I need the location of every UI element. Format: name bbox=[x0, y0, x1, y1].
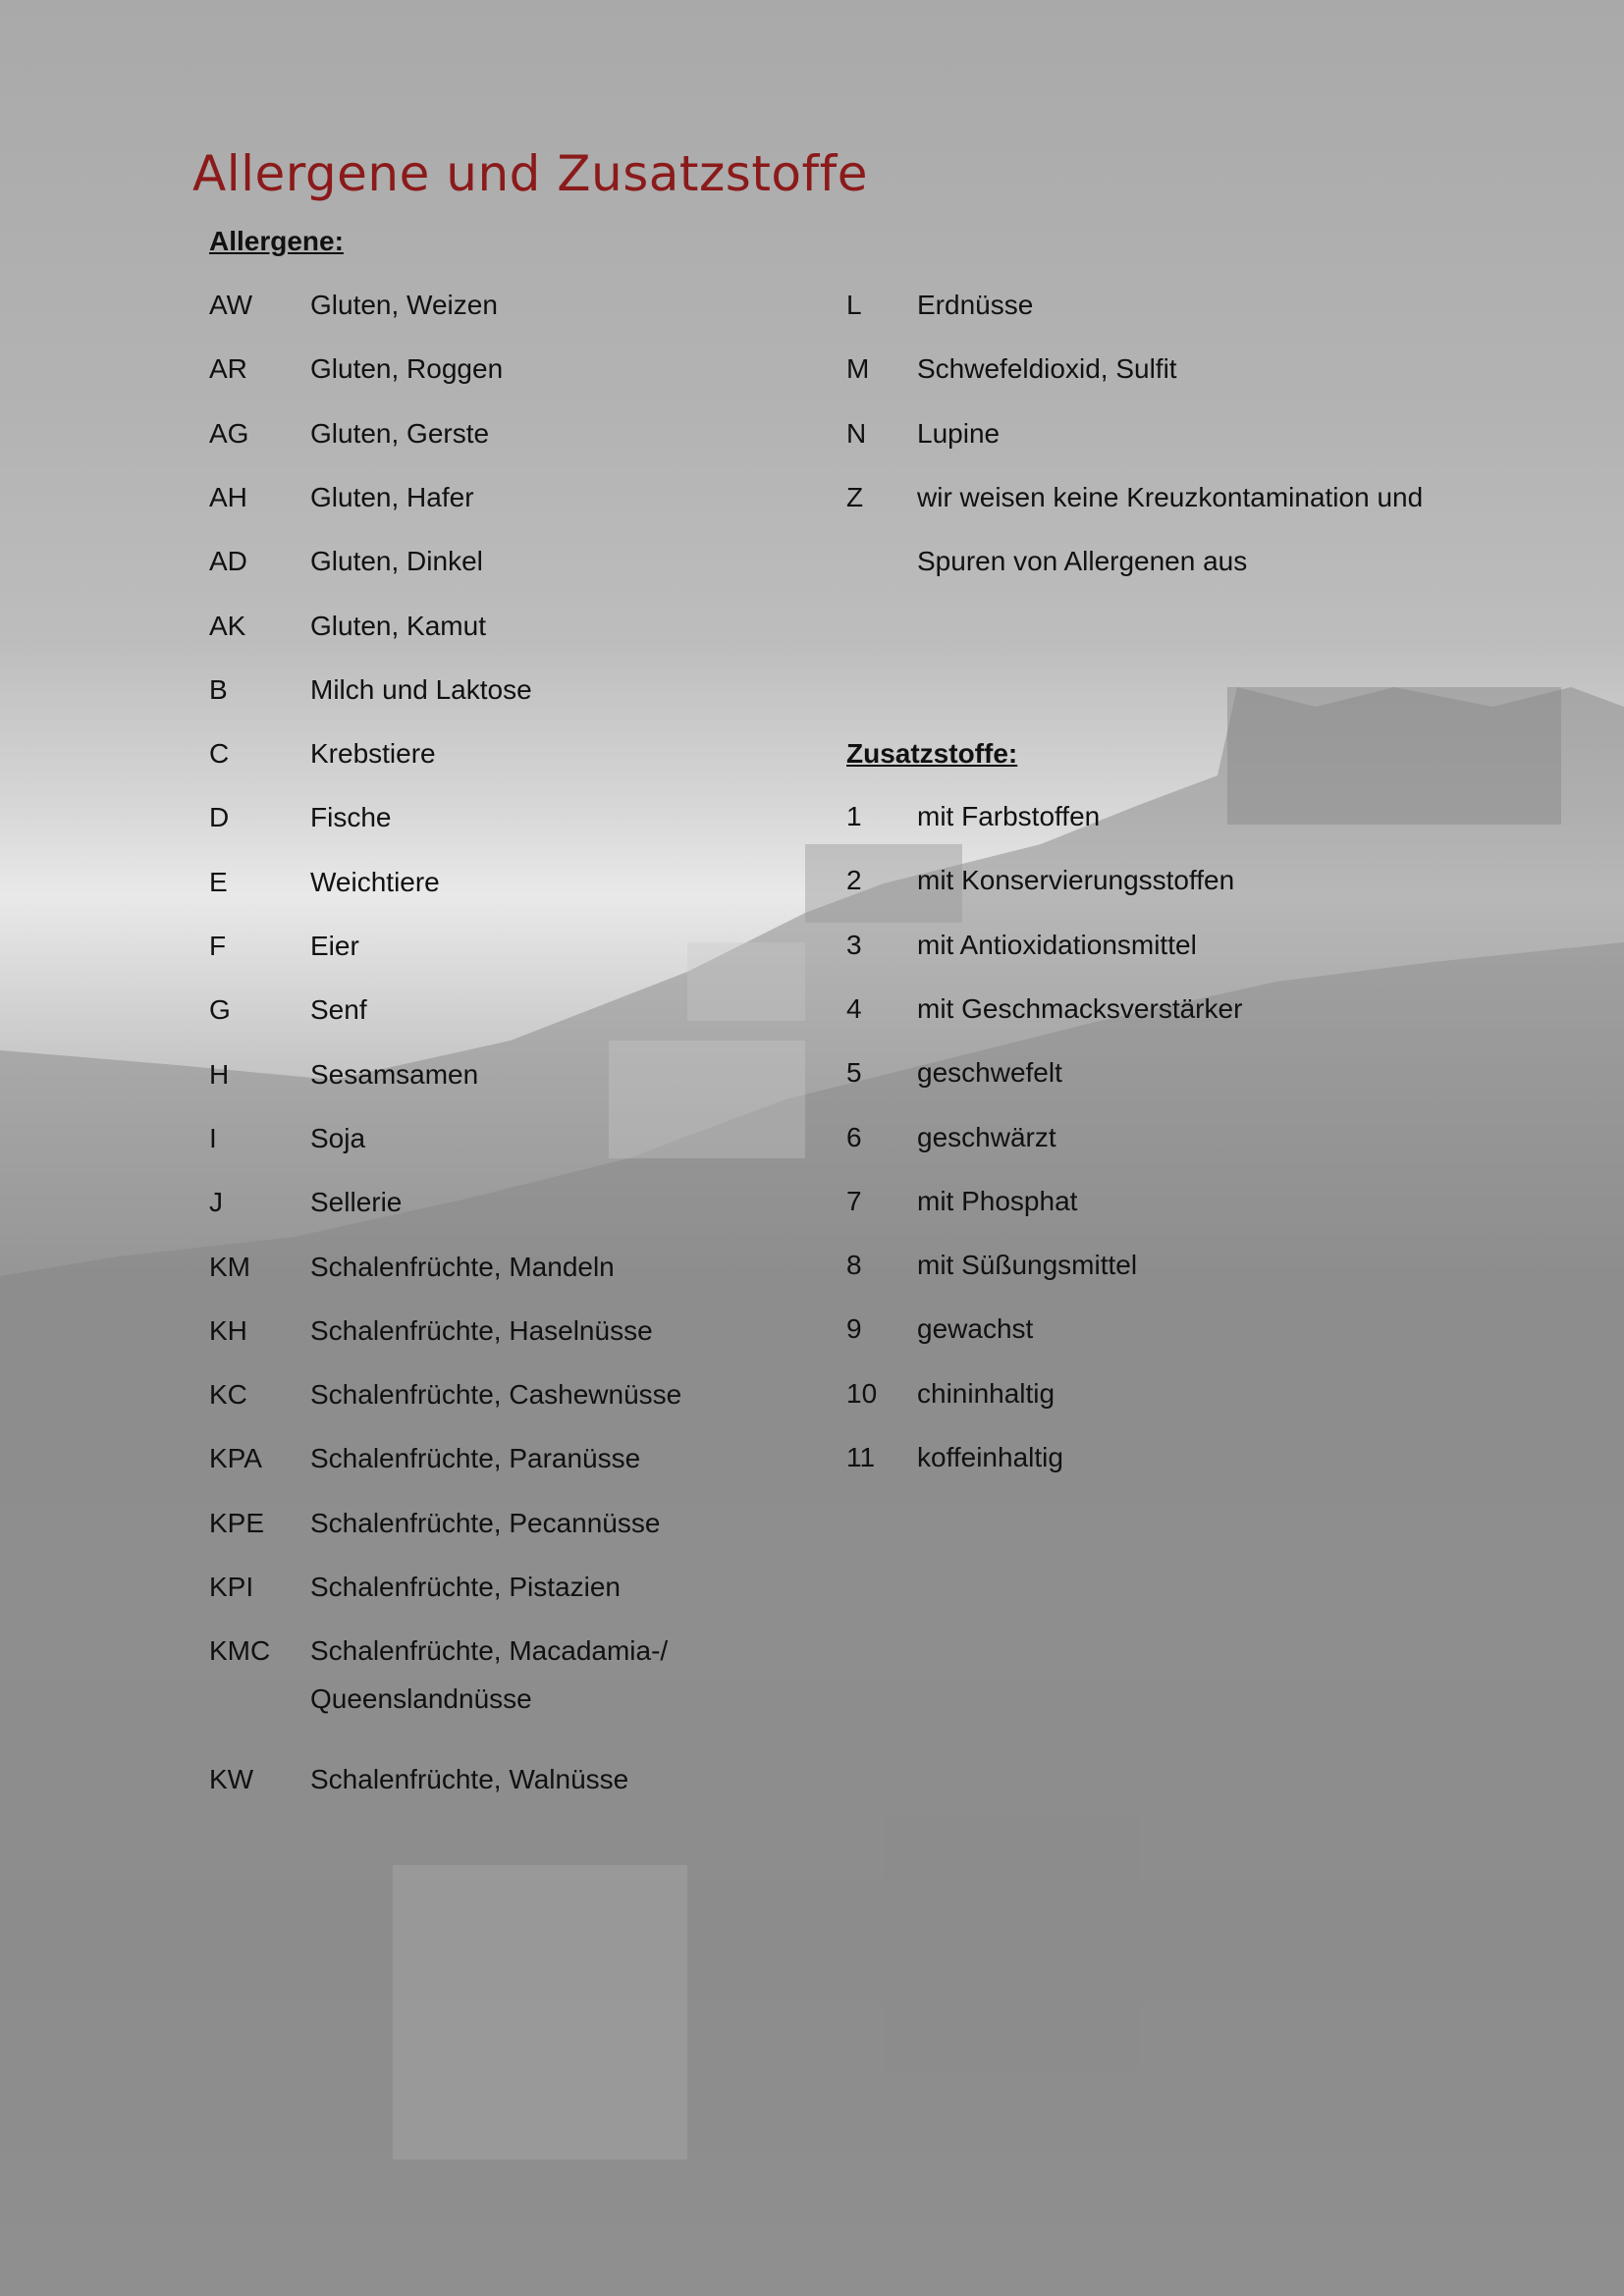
item-code: M bbox=[846, 353, 870, 385]
item-code: J bbox=[209, 1187, 223, 1218]
item-description: Gluten, Kamut bbox=[310, 610, 486, 641]
item-code: Z bbox=[846, 481, 864, 512]
item-code: KPA bbox=[209, 1443, 262, 1474]
item-description: Sesamsamen bbox=[310, 1058, 479, 1090]
item-code: E bbox=[209, 866, 228, 897]
item-code: AW bbox=[209, 290, 253, 320]
item-description: Schalenfrüchte, Mandeln bbox=[310, 1251, 615, 1282]
item-code: 3 bbox=[846, 929, 862, 960]
item-description: mit Geschmacksverstärker bbox=[917, 992, 1243, 1024]
item-description: Schalenfrüchte, Pecannüsse bbox=[310, 1507, 661, 1538]
item-description: Gluten, Weizen bbox=[310, 290, 498, 320]
item-description: Gluten, Gerste bbox=[310, 417, 490, 449]
item-code: 1 bbox=[846, 801, 862, 831]
item-description: Senf bbox=[310, 994, 367, 1026]
item-code: KPE bbox=[209, 1507, 265, 1538]
allergens-heading: Allergene: bbox=[209, 226, 344, 256]
item-code: B bbox=[209, 673, 228, 705]
item-description: wir weisen keine Kreuzkontamination und bbox=[917, 481, 1424, 512]
item-code: G bbox=[209, 994, 231, 1026]
item-description: geschwärzt bbox=[917, 1121, 1056, 1152]
page-title: Allergene und Zusatzstoffe bbox=[192, 145, 868, 202]
item-description: Weichtiere bbox=[310, 866, 440, 897]
additives-heading: Zusatzstoffe: bbox=[846, 738, 1018, 769]
item-description-line2: Spuren von Allergenen aus bbox=[917, 546, 1248, 577]
item-code: 2 bbox=[846, 865, 862, 896]
item-description: Fische bbox=[310, 802, 392, 833]
item-code: AD bbox=[209, 546, 247, 577]
item-description: gewachst bbox=[917, 1313, 1034, 1345]
item-code: 9 bbox=[846, 1313, 862, 1345]
item-description: mit Farbstoffen bbox=[917, 801, 1101, 831]
item-description: geschwefelt bbox=[917, 1057, 1062, 1089]
item-description: chininhaltig bbox=[917, 1377, 1056, 1409]
item-description: Krebstiere bbox=[310, 738, 436, 770]
item-description: Milch und Laktose bbox=[310, 673, 532, 705]
item-description: Lupine bbox=[917, 417, 1001, 449]
item-code: 10 bbox=[846, 1377, 878, 1409]
item-code: 11 bbox=[846, 1442, 876, 1472]
item-code: 6 bbox=[846, 1121, 862, 1152]
item-description: Schalenfrüchte, Cashewnüsse bbox=[310, 1379, 682, 1411]
item-code: 4 bbox=[846, 992, 862, 1024]
item-code: KM bbox=[209, 1251, 250, 1282]
item-description: Schalenfrüchte, Paranüsse bbox=[310, 1443, 641, 1474]
item-description: Eier bbox=[310, 931, 359, 961]
item-code: AK bbox=[209, 610, 246, 641]
item-code: AG bbox=[209, 417, 249, 449]
item-code: 8 bbox=[846, 1250, 862, 1281]
item-description: Gluten, Roggen bbox=[310, 353, 504, 385]
item-description: Sellerie bbox=[310, 1187, 403, 1218]
item-description: Soja bbox=[310, 1122, 366, 1153]
item-code: AH bbox=[209, 481, 247, 512]
item-description: Schalenfrüchte, Haselnüsse bbox=[310, 1314, 653, 1346]
item-code: 5 bbox=[846, 1057, 862, 1089]
item-description: Gluten, Dinkel bbox=[310, 546, 483, 577]
item-description: mit Konservierungsstoffen bbox=[917, 865, 1235, 896]
item-code: L bbox=[846, 290, 862, 320]
item-description: Schalenfrüchte, Macadamia-/ bbox=[310, 1635, 669, 1667]
item-code: KH bbox=[209, 1314, 247, 1346]
item-code: C bbox=[209, 738, 230, 770]
item-code: KC bbox=[209, 1379, 247, 1411]
item-description: Schwefeldioxid, Sulfit bbox=[917, 353, 1177, 385]
item-code: H bbox=[209, 1058, 230, 1090]
item-code: KPI bbox=[209, 1572, 254, 1602]
item-code: 7 bbox=[846, 1185, 862, 1216]
item-description: mit Antioxidationsmittel bbox=[917, 929, 1197, 960]
item-description: koffeinhaltig bbox=[917, 1442, 1063, 1472]
item-description: mit Süßungsmittel bbox=[917, 1250, 1138, 1281]
item-description: Schalenfrüchte, Walnüsse bbox=[310, 1763, 629, 1794]
item-description: Gluten, Hafer bbox=[310, 481, 474, 512]
item-code: KMC bbox=[209, 1635, 271, 1667]
item-code: I bbox=[209, 1122, 217, 1153]
item-description: Erdnüsse bbox=[917, 290, 1034, 320]
item-code: N bbox=[846, 417, 867, 449]
item-code: AR bbox=[209, 353, 247, 385]
item-description-line2: Queenslandnüsse bbox=[310, 1683, 532, 1715]
item-code: D bbox=[209, 802, 230, 833]
item-code: F bbox=[209, 931, 227, 961]
item-description: Schalenfrüchte, Pistazien bbox=[310, 1572, 621, 1602]
item-code: KW bbox=[209, 1763, 254, 1794]
item-description: mit Phosphat bbox=[917, 1185, 1078, 1216]
